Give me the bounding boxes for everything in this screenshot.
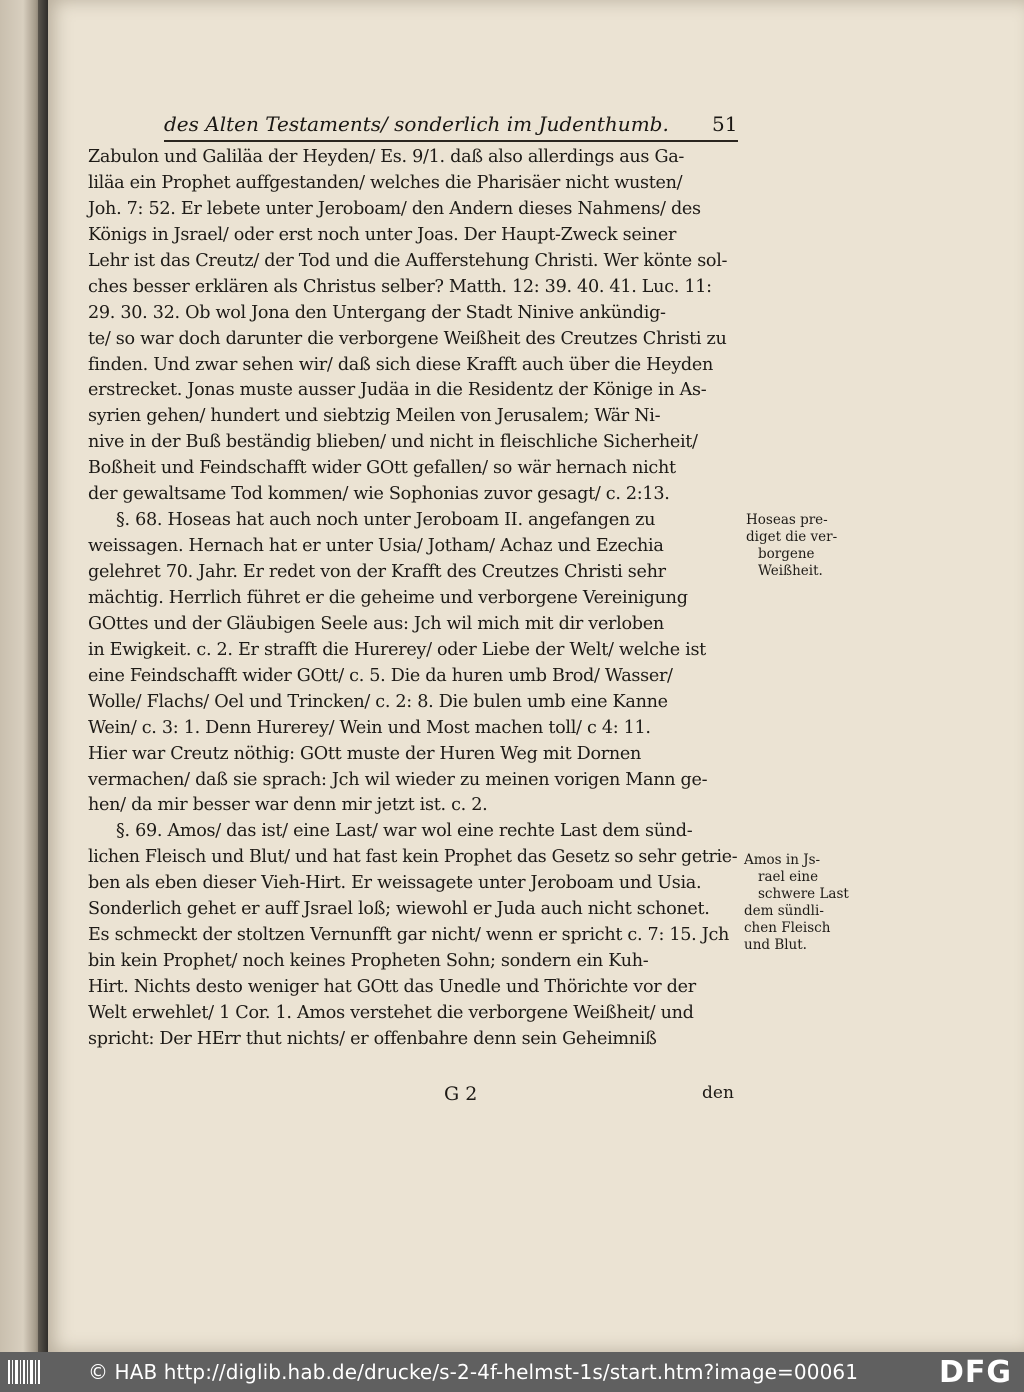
margin-note-line: rael eine	[758, 869, 819, 885]
text-line: finden. Und zwar sehen wir/ daß sich diese Krafft auch über die Heyden	[88, 354, 714, 375]
text-line: der gewaltsame Tod kommen/ wie Sophonias zuvor gesagt/ c. 2:13.	[88, 484, 670, 505]
text-line: ben als eben dieser Vieh-Hirt. Er weissagete unter Jeroboam und Usia.	[88, 873, 702, 894]
text-line: ches besser erklären als Christus selber? Matth. 12: 39. 40. 41. Luc. 11:	[88, 276, 712, 297]
page-number: 51	[712, 112, 738, 136]
text-line: Zabulon und Galiläa der Heyden/ Es. 9/1. daß also allerdings aus Ga-	[88, 147, 685, 167]
text-line: §. 68. Hoseas hat auch noch unter Jeroboam II. angefangen zu	[116, 510, 656, 531]
margin-note-line: schwere Last	[758, 886, 849, 902]
facing-page-edge	[0, 0, 42, 1352]
text-line: lichen Fleisch und Blut/ und hat fast kein Prophet das Gesetz so sehr getrie-	[88, 847, 738, 868]
text-line: 29. 30. 32. Ob wol Jona den Untergang der Stadt Ninive ankündig-	[88, 302, 666, 323]
text-line: vermachen/ daß sie sprach: Jch wil wieder zu meinen vorigen Mann ge-	[88, 769, 708, 790]
text-line: Lehr ist das Creutz/ der Tod und die Aufferstehung Christi. Wer könte sol-	[88, 250, 728, 271]
viewer-footer	[0, 1352, 1024, 1392]
text-line: bin kein Prophet/ noch keines Propheten Sohn; sondern ein Kuh-	[88, 951, 649, 972]
running-head-title: des Alten Testaments/ sonderlich im Judenthumb.	[164, 112, 669, 136]
catchword: den	[702, 1083, 734, 1103]
text-line: Boßheit und Feindschafft wider GOtt gefallen/ so wär hernach nicht	[88, 458, 676, 479]
margin-note-line: dem sündli-	[744, 903, 824, 919]
text-line: syrien gehen/ hundert und siebtzig Meilen von Jerusalem; Wär Ni-	[88, 406, 661, 427]
margin-note-line: Weißheit.	[758, 563, 823, 579]
text-line: Wolle/ Flachs/ Oel und Trincken/ c. 2: 8. Die bulen umb eine Kanne	[88, 691, 668, 712]
text-line: liläa ein Prophet auffgestanden/ welches die Pharisäer nicht wusten/	[88, 172, 683, 193]
text-line: weissagen. Hernach hat er unter Usia/ Jotham/ Achaz und Ezechia	[88, 536, 664, 557]
text-line: spricht: Der HErr thut nichts/ er offenbahre denn sein Geheimniß	[88, 1028, 657, 1049]
book-page	[44, 0, 1024, 1352]
margin-note-line: diget die ver-	[746, 529, 838, 545]
text-line: GOttes und der Gläubigen Seele aus: Jch wil mich mit dir verloben	[88, 613, 664, 634]
text-line: Königs in Jsrael/ oder erst noch unter Joas. Der Haupt-Zweck seiner	[88, 224, 677, 245]
margin-note-hoseas	[746, 512, 837, 580]
barcode-icon	[8, 1360, 42, 1384]
body-text	[88, 145, 738, 1053]
margin-note-line: und Blut.	[744, 937, 807, 953]
text-line: Sonderlich gehet er auff Jsrael loß; wiewohl er Juda auch nicht schonet.	[88, 899, 710, 920]
text-line: gelehret 70. Jahr. Er redet von der Krafft des Creutzes Christi sehr	[88, 562, 666, 582]
text-line: eine Feindschafft wider GOtt/ c. 5. Die da huren umb Brod/ Wasser/	[88, 665, 673, 686]
text-line: mächtig. Herrlich führet er die geheime und verborgene Vereinigung	[88, 587, 688, 608]
text-line: §. 69. Amos/ das ist/ eine Last/ war wol eine rechte Last dem sünd-	[116, 821, 693, 842]
signature-mark: G 2	[444, 1083, 478, 1105]
text-line: in Ewigkeit. c. 2. Er strafft die Hurerey/ oder Liebe der Welt/ welche ist	[88, 639, 706, 660]
text-line: Hirt. Nichts desto weniger hat GOtt das Unedle und Thörichte vor der	[88, 977, 696, 997]
book-gutter	[38, 0, 48, 1352]
margin-note-line: Hoseas pre-	[746, 512, 828, 528]
text-line: Welt erwehlet/ 1 Cor. 1. Amos verstehet die verborgene Weißheit/ und	[88, 1002, 694, 1023]
text-line: nive in der Buß beständig blieben/ und nicht in fleischliche Sicherheit/	[88, 432, 698, 453]
dfg-logo: DFG	[938, 1355, 1012, 1390]
text-line: Wein/ c. 3: 1. Denn Hurerey/ Wein und Most machen toll/ c 4: 11.	[88, 717, 651, 738]
text-line: te/ so war doch darunter die verborgene Weißheit des Creutzes Christi zu	[88, 328, 727, 349]
margin-note-amos	[744, 852, 849, 954]
text-line: Joh. 7: 52. Er lebete unter Jeroboam/ den Andern dieses Nahmens/ des	[88, 198, 701, 219]
margin-note-line: Amos in Js-	[744, 852, 821, 868]
text-line: Es schmeckt der stoltzen Vernunfft gar nicht/ wenn er spricht c. 7: 15. Jch	[88, 925, 730, 946]
running-head	[164, 112, 764, 136]
header-rule	[164, 140, 738, 142]
copyright-url[interactable]: © HAB http://diglib.hab.de/drucke/s-2-4f-helmst-1s/start.htm?image=00061	[88, 1360, 859, 1384]
margin-note-line: borgene	[758, 546, 815, 562]
text-line: hen/ da mir besser war denn mir jetzt ist. c. 2.	[88, 795, 488, 816]
text-line: erstrecket. Jonas muste ausser Judäa in die Residentz der Könige in As-	[88, 380, 707, 401]
margin-note-line: chen Fleisch	[744, 920, 831, 936]
text-line: Hier war Creutz nöthig: GOtt muste der Huren Weg mit Dornen	[88, 743, 642, 764]
